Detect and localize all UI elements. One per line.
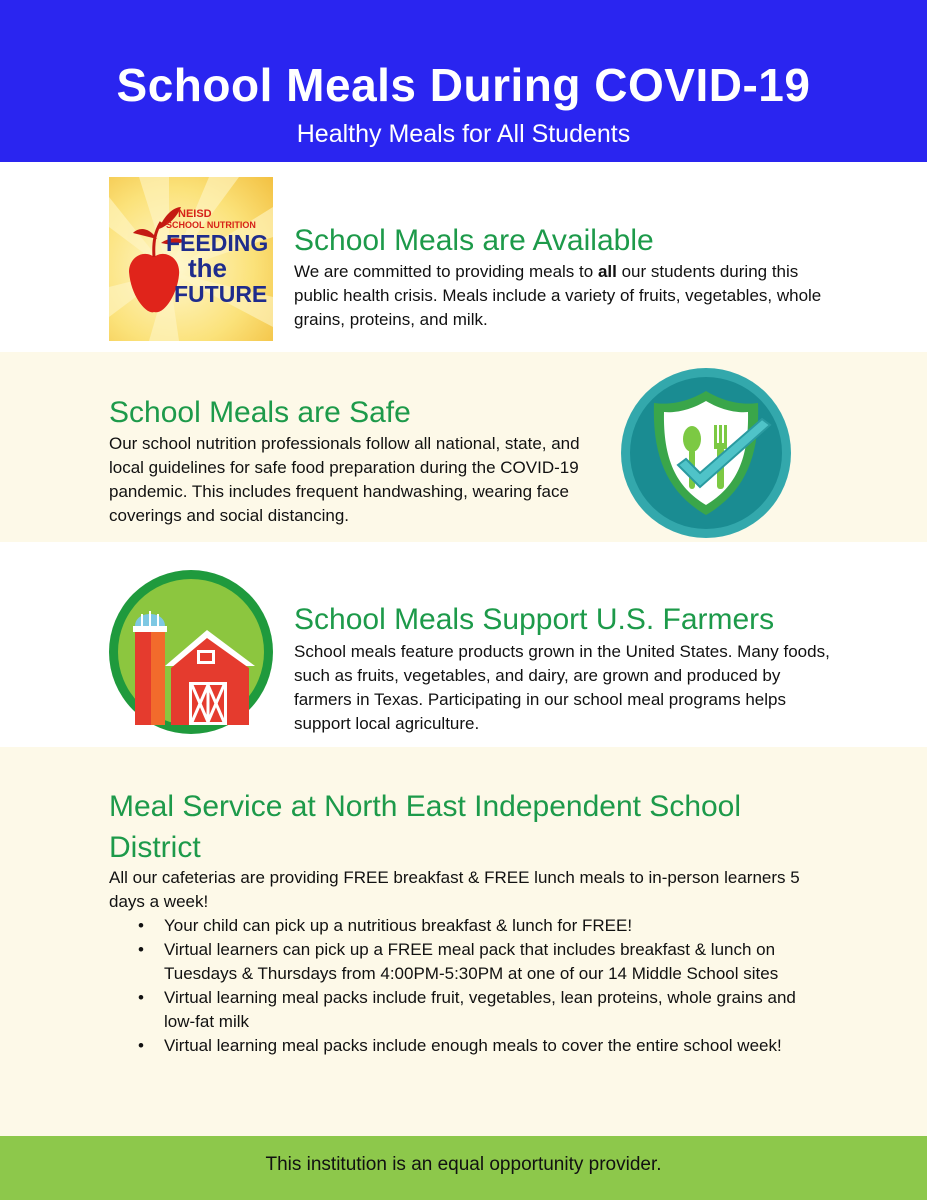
section-farmers-text: School meals feature products grown in the United States. Many foods, such as fruits, vegetables, and dairy, are grown and produced by farmers in Texas. Participating in our school meal programs helps support local agriculture. [294,642,830,733]
section-safe-text: Our school nutrition professionals follow all national, state, and local guidelines for safe food preparation during the COVID-19 pandemic. This includes frequent handwashing, wearing face coverings and social distancing. [109,434,580,525]
logo-line-feeding: FEEDING [166,230,269,256]
section-available-text-bold: all [597,262,617,281]
footer-banner [0,1136,927,1200]
list-item: • Virtual learning meal packs include fruit, vegetables, lean proteins, whole grains and low-fat milk [134,986,824,1034]
header-banner [0,0,927,162]
logo-text [166,208,273,307]
list-item: • Virtual learning meal packs include enough meals to cover the entire school week! [134,1034,824,1058]
page-subtitle: Healthy Meals for All Students [296,120,631,148]
section-safe-title: School Meals are Safe [109,396,411,429]
list-item: • Your child can pick up a nutritious breakfast & lunch for FREE! [134,914,824,938]
page-title: School Meals During COVID-19 [116,59,811,111]
section-available-title: School Meals are Available [294,224,654,257]
footer-text: This institution is an equal opportunity provider. [265,1154,662,1175]
section-farmers-title: School Meals Support U.S. Farmers [294,603,775,636]
section-safe [0,352,927,542]
section-available-text-1: We are committed to providing meals to [294,262,598,281]
meal-service-list [134,914,824,1058]
logo-line-neisd: NEISD [178,208,212,220]
section-meal-service-intro: All our cafeterias are providing FREE breakfast & FREE lunch meals to in-person learners 5 days a week! [109,868,800,911]
food-safety-shield-icon [620,367,792,539]
logo-line-the: the [188,253,227,283]
section-farmers [0,542,927,747]
section-available-text [294,260,834,332]
logo-line-future: FUTURE [174,281,268,307]
section-meal-service-title: Meal Service at North East Independent School District [109,790,742,864]
logo-line-school-nutrition: SCHOOL NUTRITION [166,220,256,230]
list-item: • Virtual learners can pick up a FREE meal pack that includes breakfast & lunch on Tuesdays & Thursdays from 4:00PM-5:30PM at one of our 14 Middle School sites [134,938,824,986]
section-available [0,162,927,352]
section-available-text-2: our students during this public health crisis. Meals include a variety of fruits, vegetables, whole grains, proteins, and milk. [294,262,822,329]
barn-icon [109,570,273,734]
